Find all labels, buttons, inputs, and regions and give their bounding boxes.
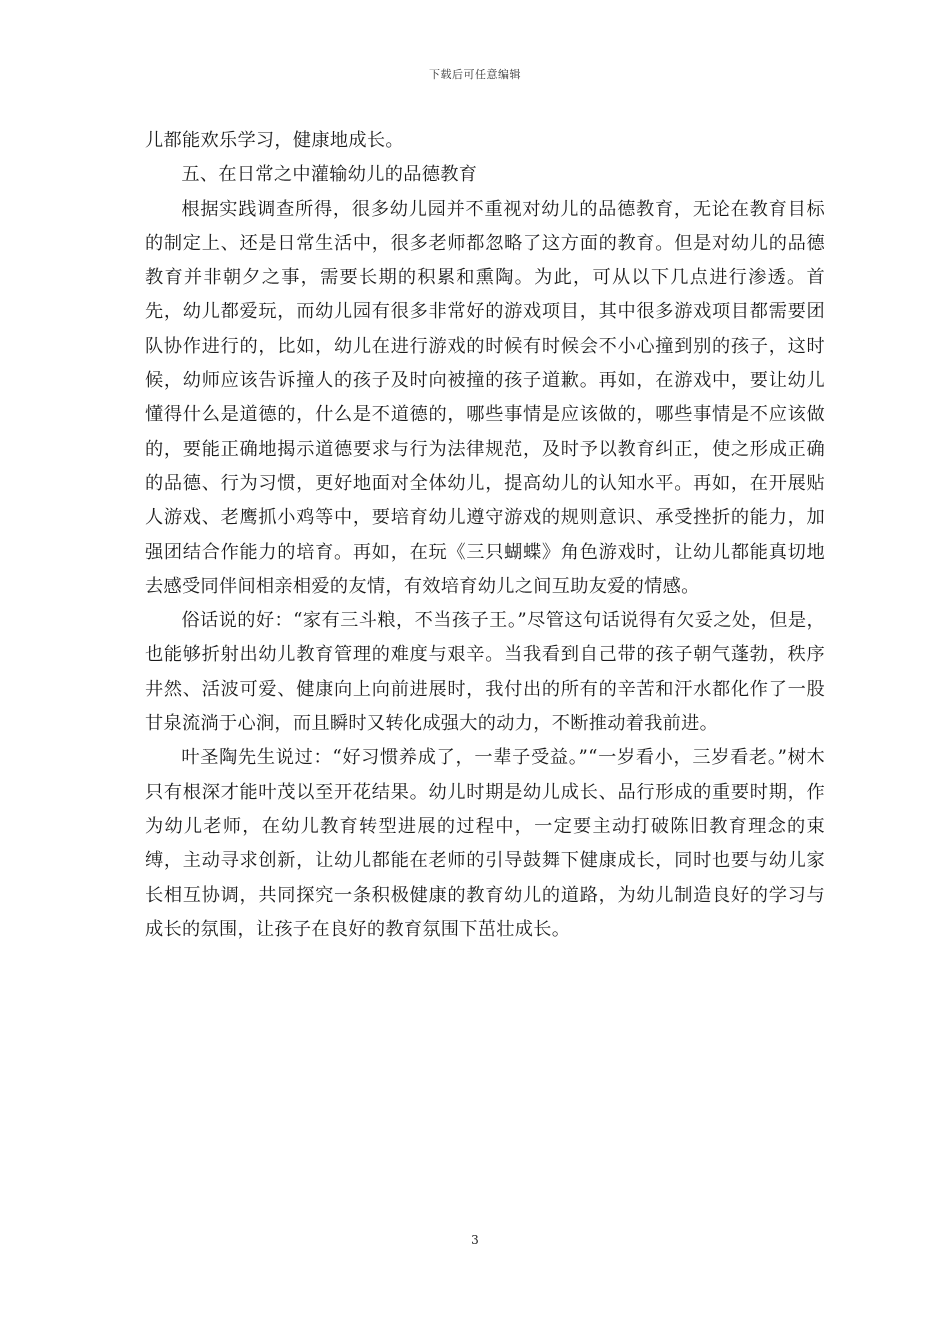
section-heading: 五、在日常之中灌输幼儿的品德教育	[181, 164, 478, 186]
paragraph: 俗话说的好：“家有三斗粮，不当孩子王。”尽管这句话说得有欠妥之处，但是，也能够折射出幼儿教育管理的难度与艰辛。当我看到自己带的孩子朝气蓬勃，秩序井然、活波可爱、健康向上向前进展时，我付出的所有的辛苦和汗水都化作了一股甘泉流淌于心涧，而且瞬时又转化成强大的动力，不断推动着我前进。	[145, 610, 825, 735]
page-header: 下载后可任意编辑	[429, 68, 521, 81]
paragraph-continuation: 儿都能欢乐学习，健康地成长。	[145, 130, 404, 151]
document-body	[145, 124, 825, 947]
paragraph: 叶圣陶先生说过：“好习惯养成了，一辈子受益。”“一岁看小，三岁看老。”树木只有根深才能叶茂以至开花结果。幼儿时期是幼儿成长、品行形成的重要时期，作为幼儿老师，在幼儿教育转型进展的过程中，一定要主动打破陈旧教育理念的束缚，主动寻求创新，让幼儿都能在老师的引导鼓舞下健康成长，同时也要与幼儿家长相互协调，共同探究一条积极健康的教育幼儿的道路，为幼儿制造良好的学习与成长的氛围，让孩子在良好的教育氛围下茁壮成长。	[145, 747, 825, 940]
paragraph: 根据实践调查所得，很多幼儿园并不重视对幼儿的品德教育，无论在教育目标的制定上、还是日常生活中，很多老师都忽略了这方面的教育。但是对幼儿的品德教育并非朝夕之事，需要长期的积累和熏陶。为此，可从以下几点进行渗透。首先，幼儿都爱玩，而幼儿园有很多非常好的游戏项目，其中很多游戏项目都需要团队协作进行的，比如，幼儿在进行游戏的时候有时候会不小心撞到别的孩子，这时候，幼师应该告诉撞人的孩子及时向被撞的孩子道歉。再如，在游戏中，要让幼儿懂得什么是道德的，什么是不道德的，哪些事情是应该做的，哪些事情是不应该做的，要能正确地揭示道德要求与行为法律规范，及时予以教育纠正，使之形成正确的品德、行为习惯，更好地面对全体幼儿，提高幼儿的认知水平。再如，在开展贴人游戏、老鹰抓小鸡等中，要培育幼儿遵守游戏的规则意识、承受挫折的能力，加强团结合作能力的培育。再如，在玩《三只蝴蝶》角色游戏时，让幼儿都能真切地去感受同伴间相亲相爱的友情，有效培育幼儿之间互助友爱的情感。	[145, 198, 825, 597]
page-number: 3	[471, 1233, 479, 1247]
